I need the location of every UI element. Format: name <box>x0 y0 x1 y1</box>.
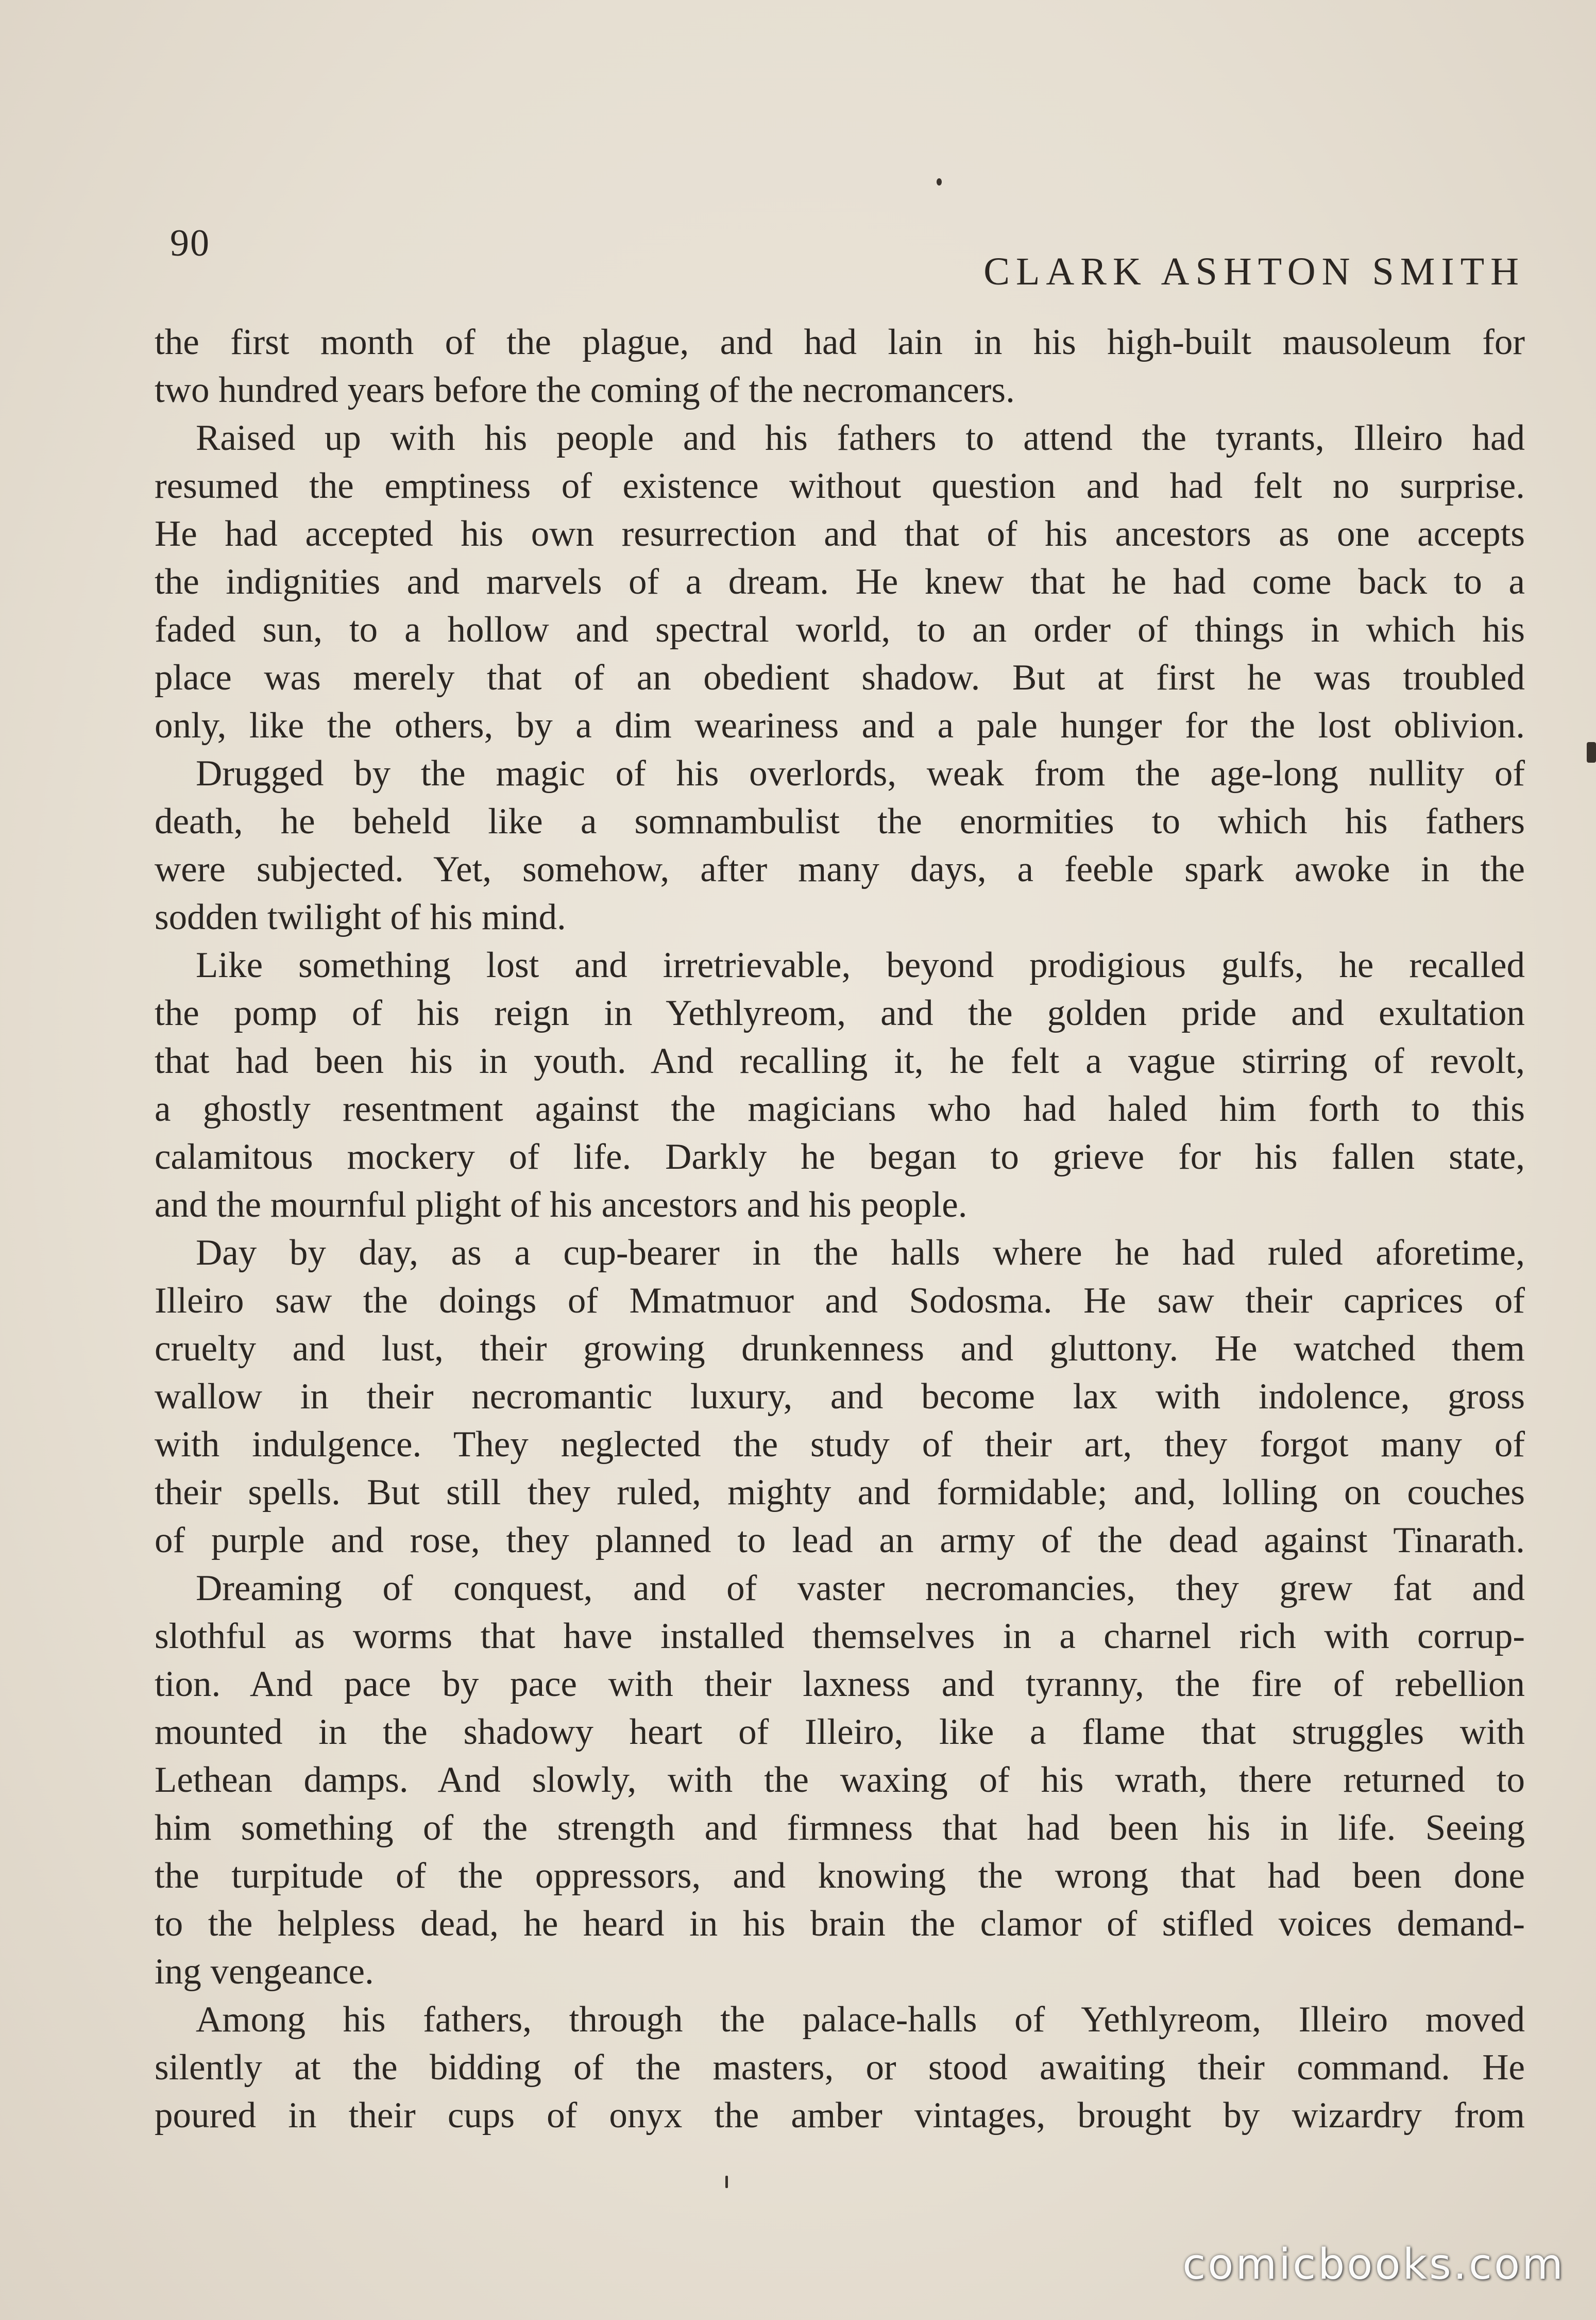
text-line: ing vengeance. <box>155 1952 374 1992</box>
text-line: him something of the strength and firmness that had been his in life. Seeing <box>155 1808 1525 1848</box>
text-line: He had accepted his own resurrection and that of his ancestors as one accepts <box>155 514 1525 554</box>
text-line: Day by day, as a cup-bearer in the halls where he had ruled aforetime, <box>196 1233 1525 1273</box>
body-text <box>155 318 1525 2140</box>
text-line: were subjected. Yet, somehow, after many days, a feeble spark awoke in the <box>155 849 1525 889</box>
ink-speck <box>937 178 942 186</box>
text-line: tion. And pace by pace with their laxness and tyranny, the fire of rebellion <box>155 1664 1525 1704</box>
text-line: with indulgence. They neglected the study of their art, they forgot many of <box>155 1424 1525 1465</box>
text-line: Drugged by the magic of his overlords, weak from the age-long nullity of <box>196 753 1525 794</box>
text-line: Like something lost and irretrievable, beyond prodigious gulfs, he recalled <box>196 945 1525 985</box>
text-line: sodden twilight of his mind. <box>155 897 566 937</box>
text-line: wallow in their necromantic luxury, and become lax with indolence, gross <box>155 1376 1525 1417</box>
page-header <box>170 216 1525 294</box>
text-line: mounted in the shadowy heart of Illeiro, like a flame that struggles with <box>155 1712 1525 1752</box>
text-line: Dreaming of conquest, and of vaster necromancies, they grew fat and <box>196 1568 1525 1608</box>
text-line: slothful as worms that have installed themselves in a charnel rich with corrup- <box>155 1616 1525 1656</box>
text-line: their spells. But still they ruled, mighty and formidable; and, lolling on couches <box>155 1472 1525 1512</box>
text-line: the pomp of his reign in Yethlyreom, and the golden pride and exultation <box>155 993 1525 1033</box>
text-line: Lethean damps. And slowly, with the waxing of his wrath, there returned to <box>155 1760 1525 1800</box>
running-head: CLARK ASHTON SMITH <box>983 250 1525 293</box>
text-line: Raised up with his people and his fathers to attend the tyrants, Illeiro had <box>196 418 1525 458</box>
ink-speck <box>725 2176 728 2188</box>
text-line: death, he beheld like a somnambulist the enormities to which his fathers <box>155 801 1525 842</box>
text-line: silently at the bidding of the masters, or stood awaiting their command. He <box>155 2047 1525 2088</box>
text-line: only, like the others, by a dim weariness and a pale hunger for the lost oblivion. <box>155 705 1525 746</box>
text-line: Illeiro saw the doings of Mmatmuor and Sodosma. He saw their caprices of <box>155 1281 1525 1321</box>
text-line: poured in their cups of onyx the amber vintages, brought by wizardry from <box>155 2095 1525 2136</box>
text-line: the indignities and marvels of a dream. He knew that he had come back to a <box>155 562 1525 602</box>
text-line: faded sun, to a hollow and spectral world, to an order of things in which his <box>155 610 1525 650</box>
text-line: that had been his in youth. And recalling it, he felt a vague stirring of revolt, <box>155 1041 1525 1081</box>
text-line: two hundred years before the coming of the necromancers. <box>155 370 1015 410</box>
text-line: and the mournful plight of his ancestors and his people. <box>155 1185 967 1225</box>
text-line: calamitous mockery of life. Darkly he began to grieve for his fallen state, <box>155 1137 1525 1177</box>
text-line: Among his fathers, through the palace-halls of Yethlyreom, Illeiro moved <box>196 1999 1525 2040</box>
text-line: place was merely that of an obedient shadow. But at first he was troubled <box>155 658 1525 698</box>
text-line: the first month of the plague, and had lain in his high-built mausoleum for <box>155 322 1525 362</box>
page-number: 90 <box>170 222 210 264</box>
text-line: of purple and rose, they planned to lead an army of the dead against Tinarath. <box>155 1520 1525 1560</box>
text-line: the turpitude of the oppressors, and knowing the wrong that had been done <box>155 1856 1525 1896</box>
text-line: resumed the emptiness of existence without question and had felt no surprise. <box>155 466 1525 506</box>
text-line: a ghostly resentment against the magicians who had haled him forth to this <box>155 1089 1525 1129</box>
ink-speck <box>1587 742 1596 763</box>
text-line: cruelty and lust, their growing drunkenness and gluttony. He watched them <box>155 1329 1525 1369</box>
watermark-logo: comicbooks.com <box>1182 2240 1565 2289</box>
text-line: to the helpless dead, he heard in his brain the clamor of stifled voices demand- <box>155 1904 1525 1944</box>
